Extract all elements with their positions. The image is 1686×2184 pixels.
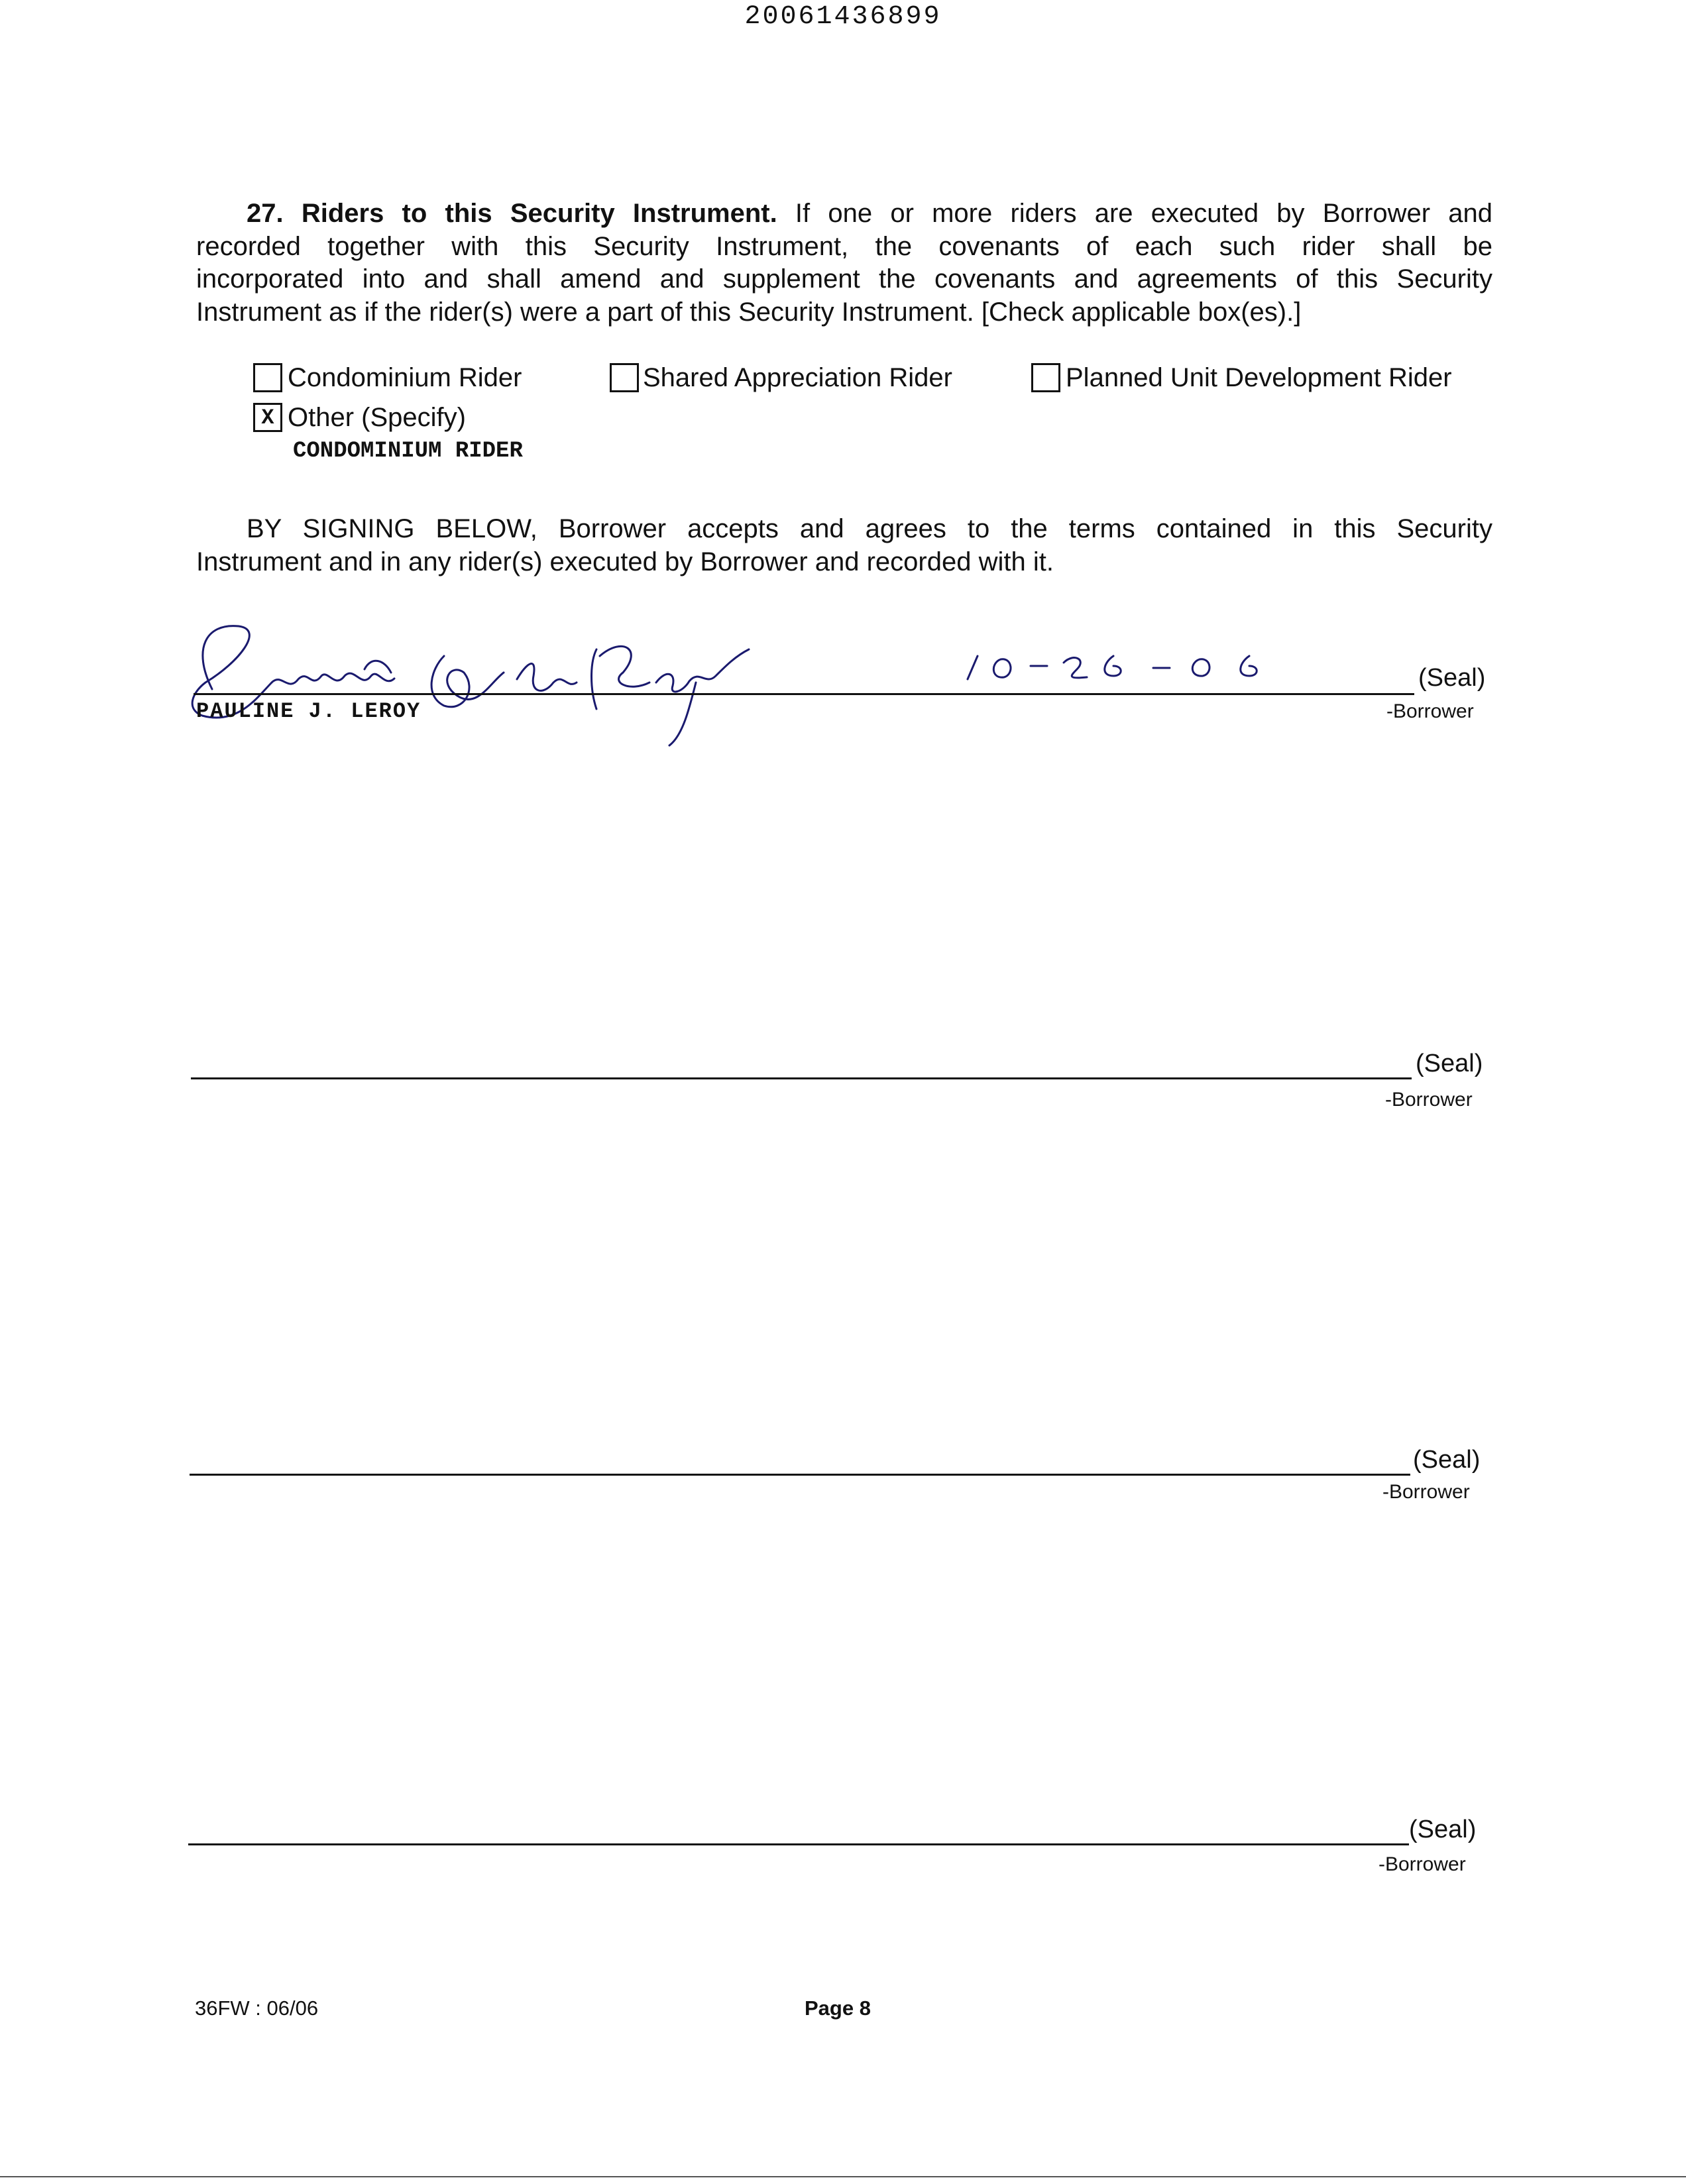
riders-section: [196, 197, 1492, 329]
signing-line-1: BY SIGNING BELOW, Borrower accepts and agrees to the terms contained in this Security: [247, 514, 1492, 543]
signature-line: [190, 1474, 1410, 1476]
page-bottom-rule: [0, 2176, 1686, 2177]
seal-label: (Seal): [1413, 1446, 1481, 1474]
rider-option-condominium[interactable]: [253, 362, 522, 394]
checkbox-shared-appreciation[interactable]: [610, 363, 639, 392]
signing-line-2: Instrument and in any rider(s) executed by Borrower and recorded with it.: [196, 547, 1054, 576]
signing-section: [196, 513, 1492, 578]
riders-line-2: recorded together with this Security Instrument, the covenants of each such rider shall be: [196, 231, 1492, 261]
riders-heading: 27. Riders to this Security Instrument.: [247, 199, 777, 228]
riders-line-1-text: If one or more riders are executed by Borrower and: [795, 199, 1492, 228]
rider-option-label: Shared Appreciation Rider: [643, 363, 952, 392]
borrower-label: -Borrower: [1378, 1853, 1466, 1875]
page-number: Page 8: [805, 1996, 871, 2020]
borrower-label: -Borrower: [1386, 700, 1474, 722]
seal-label: (Seal): [1418, 664, 1486, 692]
handwritten-date: [954, 649, 1299, 689]
riders-line-1: [196, 197, 1492, 231]
signature-line: [188, 1843, 1409, 1845]
seal-label: (Seal): [1409, 1816, 1477, 1843]
form-code: 36FW : 06/06: [195, 1996, 319, 2020]
rider-option-shared-appreciation[interactable]: [610, 362, 952, 394]
riders-line-4: Instrument as if the rider(s) were a part of this Security Instrument. [Check applicable box(es).]: [196, 297, 1302, 327]
checkbox-planned-unit-development[interactable]: [1031, 363, 1060, 392]
rider-option-other[interactable]: [253, 402, 466, 433]
signer-name: PAULINE J. LEROY: [196, 699, 422, 724]
checkbox-condominium[interactable]: [253, 363, 282, 392]
riders-line-3: incorporated into and shall amend and supplement the covenants and agreements of this Security: [196, 264, 1492, 294]
rider-option-planned-unit-development[interactable]: [1031, 362, 1452, 394]
signature-line: [194, 693, 1414, 695]
borrower-label: -Borrower: [1382, 1481, 1470, 1503]
checkbox-other[interactable]: X: [253, 403, 282, 432]
seal-label: (Seal): [1416, 1050, 1483, 1077]
signature-line: [191, 1077, 1412, 1079]
rider-option-label: Other (Specify): [288, 403, 466, 432]
rider-option-label: Condominium Rider: [288, 363, 522, 392]
document-number: 20061436899: [744, 2, 942, 32]
other-specify-value: CONDOMINIUM RIDER: [293, 439, 523, 464]
borrower-label: -Borrower: [1385, 1089, 1473, 1111]
handwritten-signature: [166, 610, 762, 755]
rider-option-label: Planned Unit Development Rider: [1066, 363, 1452, 392]
